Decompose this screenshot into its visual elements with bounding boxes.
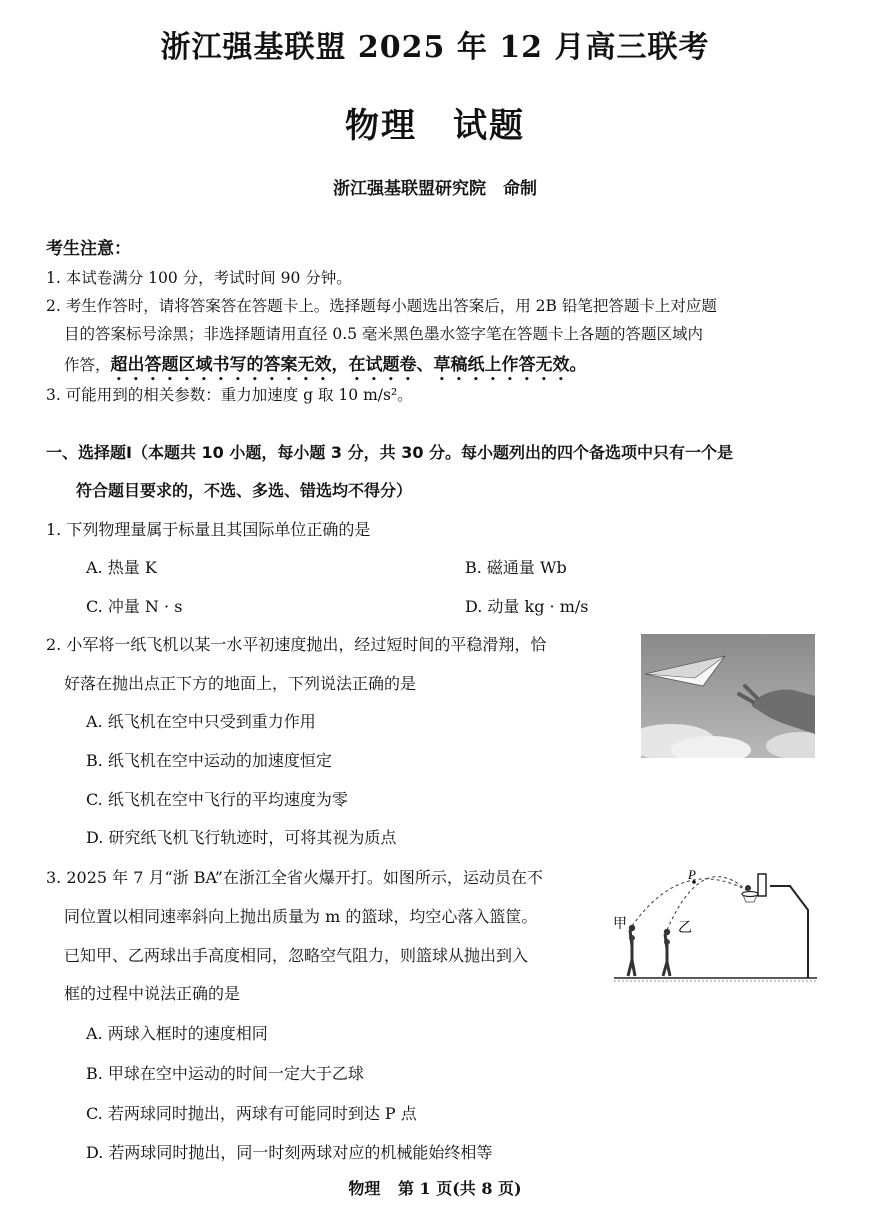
q3-option-b: B. 甲球在空中运动的时间一定大于乙球 [86, 1064, 364, 1083]
label-yi: 乙 [678, 920, 692, 936]
q1-option-a: A. 热量 K [86, 558, 157, 577]
notice-item-2-line-3-prefix: 作答， [64, 356, 111, 374]
point-p-label: P [688, 867, 696, 882]
notice-item-2-line-3-comma: ， [331, 355, 349, 375]
q1-stem: 1. 下列物理量属于标量且其国际单位正确的是 [46, 520, 371, 539]
emphasis-draft-invalid: 在试题卷、草稿纸上作答无效 [348, 355, 570, 375]
paper-airplane-photo [641, 634, 815, 758]
section-1-heading-line-1: 一、选择题Ⅰ（本题共 10 小题，每小题 3 分，共 30 分。每小题列出的四个备选项中只有一个是 [46, 443, 734, 462]
notice-item-2-line-3 [64, 350, 587, 385]
q2-stem-line-2: 好落在抛出点正下方的地面上，下列说法正确的是 [64, 674, 417, 693]
hoop-pole [770, 886, 808, 978]
exam-title: 浙江强基联盟 2025 年 12 月高三联考 [160, 30, 710, 65]
subject-title: 物理 试题 [345, 106, 525, 146]
q1-option-d: D. 动量 kg · m/s [465, 597, 589, 616]
q3-stem-line-3: 已知甲、乙两球出手高度相同，忽略空气阻力，则篮球从抛出到入 [64, 946, 529, 965]
notice-item-2-line-3-end: 。 [569, 355, 587, 375]
footer-page-number: 第 1 页(共 8 页) [397, 1179, 522, 1198]
notice-item-2-line-1: 2. 考生作答时，请将答案答在答题卡上。选择题每小题选出答案后，用 2B 铅笔把答题卡上对应题 [46, 297, 717, 315]
page-footer [0, 1176, 870, 1199]
emphasis-answer-invalid: 超出答题区域书写的答案无效 [110, 355, 332, 375]
notice-item-2-line-2: 目的答案标号涂黑；非选择题请用直径 0.5 毫米黑色墨水签字笔在答题卡上各题的答题区域内 [64, 325, 704, 343]
section-1-heading-line-2: 符合题目要求的，不选、多选、错选均不得分） [76, 481, 413, 500]
q2-option-b: B. 纸飞机在空中运动的加速度恒定 [86, 751, 332, 770]
q3-stem-line-2: 同位置以相同速率斜向上抛出质量为 m 的篮球，均空心落入篮筐。 [64, 907, 538, 926]
q3-option-c: C. 若两球同时抛出，两球有可能同时到达 P 点 [86, 1104, 417, 1123]
q2-stem-line-1: 2. 小军将一纸飞机以某一水平初速度抛出，经过短时间的平稳滑翔，恰 [46, 635, 547, 654]
backboard [758, 874, 766, 896]
q2-option-d: D. 研究纸飞机飞行轨迹时，可将其视为质点 [86, 828, 397, 847]
q3-stem-line-4: 框的过程中说法正确的是 [64, 984, 241, 1003]
q3-option-d: D. 若两球同时抛出，同一时刻两球对应的机械能始终相等 [86, 1143, 493, 1162]
issuer-line: 浙江强基联盟研究院 命制 [333, 179, 537, 199]
footer-subject: 物理 [348, 1179, 381, 1198]
label-jia: 甲 [613, 916, 627, 932]
q1-option-b: B. 磁通量 Wb [465, 558, 567, 577]
notice-item-3: 3. 可能用到的相关参数：重力加速度 g 取 10 m/s²。 [46, 386, 413, 404]
q2-option-a: A. 纸飞机在空中只受到重力作用 [86, 712, 316, 731]
q3-stem-line-1: 3. 2025 年 7 月“浙 BA”在浙江全省火爆开打。如图所示，运动员在不 [46, 868, 543, 887]
q3-option-a: A. 两球入框时的速度相同 [86, 1024, 268, 1043]
q2-option-c: C. 纸飞机在空中飞行的平均速度为零 [86, 790, 348, 809]
q1-option-c: C. 冲量 N · s [86, 597, 183, 616]
notice-heading: 考生注意： [46, 239, 131, 259]
hoop-rim [742, 892, 758, 897]
trajectory-jia [632, 879, 746, 926]
basketball-diagram [612, 860, 822, 985]
notice-item-1: 1. 本试卷满分 100 分，考试时间 90 分钟。 [46, 269, 352, 287]
